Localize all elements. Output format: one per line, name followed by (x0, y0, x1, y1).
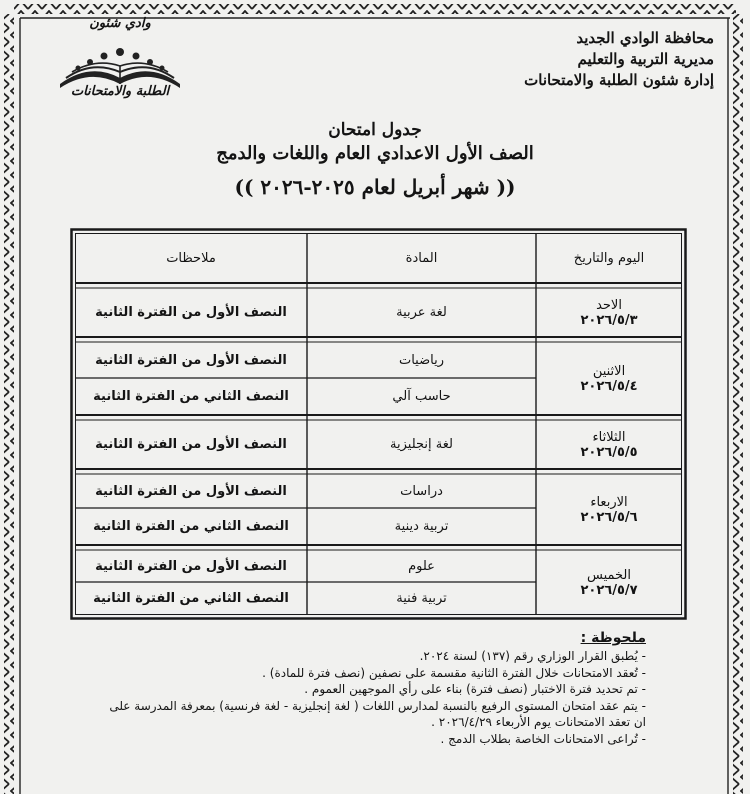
day-date: ٢٠٢٦/٥/٧ (580, 582, 638, 598)
notes-section (26, 628, 646, 747)
subject-cell: دراسات (400, 483, 443, 499)
note-cell: النصف الثاني من الفترة الثانية (93, 591, 289, 606)
day-date: ٢٠٢٦/٥/٤ (580, 378, 638, 394)
subject-cell: تربية دينية (394, 519, 449, 534)
day-name: الاثنين (592, 363, 626, 379)
note-cell: النصف الأول من الفترة الثانية (95, 437, 287, 452)
header-notes: ملاحظات (166, 250, 216, 266)
subject-cell: لغة عربية (396, 305, 447, 320)
subject-cell: تربية فنية (396, 591, 447, 606)
day-name: الثلاثاء (592, 429, 626, 445)
day-name: الخميس (587, 567, 631, 583)
title-exam-schedule: جدول امتحان (328, 120, 422, 140)
day-monday (536, 342, 682, 415)
note-cell: النصف الأول من الفترة الثانية (95, 483, 287, 499)
title-month: (( شهر أبريل لعام ٢٠٢٥-٢٠٢٦ )) (234, 175, 516, 199)
note-cell: النصف الأول من الفترة الثانية (95, 558, 287, 574)
directorate-name: مديرية التربية والتعليم (577, 50, 714, 68)
department-name: إدارة شئون الطلبة والامتحانات (524, 71, 714, 89)
day-name: الاحد (596, 297, 622, 313)
note-cell: النصف الأول من الفترة الثانية (95, 305, 287, 320)
logo-caption: الطلبة والامتحانات (70, 84, 170, 99)
note-item: - تُعقد الامتحانات خلال الفترة الثانية مقسمة على نصفين (نصف فترة للمادة) . (262, 665, 646, 680)
title-grade: الصف الأول الاعدادي العام واللغات والدمج (216, 143, 534, 164)
note-cell: النصف الثاني من الفترة الثانية (93, 519, 289, 534)
note-item: - تم تحديد فترة الاختبار (نصف فترة) بناء على رأي الموجهين العموم . (304, 682, 646, 696)
header-subject: المادة (405, 250, 438, 266)
note-item: - يُطبق القرار الوزاري رقم (١٣٧) لسنة ٢٠٢٤. (419, 649, 646, 663)
subject-cell: رياضيات (398, 352, 445, 368)
note-item: ان تعقد الامتحانات يوم الأربعاء ٢٠٢٦/٤/٢٩ . (431, 715, 646, 729)
note-item: - تُراعى الامتحانات الخاصة بطلاب الدمج . (440, 731, 646, 746)
governorate-name: محافظة الوادي الجديد (576, 29, 714, 47)
titles-block (0, 118, 750, 202)
directorate-header (464, 28, 714, 91)
day-date: ٢٠٢٦/٥/٥ (580, 444, 638, 460)
day-tuesday (536, 420, 682, 469)
logo-top-text: وادي شئون (89, 16, 151, 31)
day-thursday (536, 550, 682, 615)
header-day-date: اليوم والتاريخ (573, 250, 645, 266)
exam-schedule-table (70, 228, 687, 620)
note-cell: النصف الأول من الفترة الثانية (95, 352, 287, 368)
notes-title: ملحوظة : (580, 630, 646, 646)
subject-cell: حاسب آلي (392, 389, 451, 404)
subject-cell: علوم (408, 558, 435, 574)
day-name: الاربعاء (590, 494, 628, 510)
note-cell: النصف الثاني من الفترة الثانية (93, 389, 289, 404)
subject-cell: لغة إنجليزية (390, 437, 453, 452)
note-item: - يتم عقد امتحان المستوى الرفيع بالنسبة لمدارس اللغات ( لغة إنجليزية - لغة فرنسية) بمعرفة المدرسة على (109, 698, 646, 713)
day-date: ٢٠٢٦/٥/٦ (580, 509, 638, 525)
day-date: ٢٠٢٦/٥/٣ (580, 312, 638, 328)
day-sunday (536, 288, 682, 337)
day-wednesday (536, 474, 682, 545)
